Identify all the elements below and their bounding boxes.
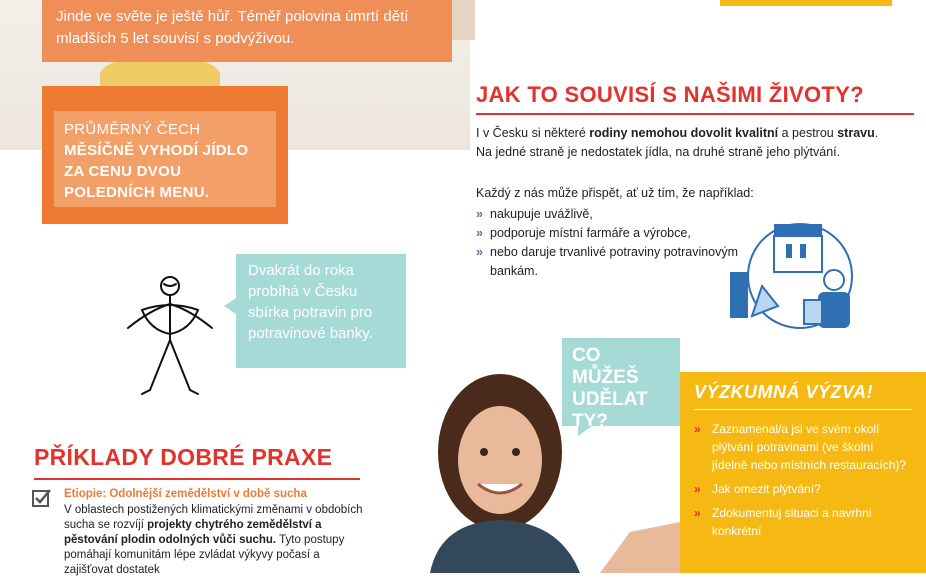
market-illustration-icon	[722, 216, 862, 354]
top-banner-text: Jinde ve světe je ještě hůř. Téměř polovina úmrtí dětí mladších 5 let souvisí s podvýživou.	[56, 8, 409, 47]
cech-line2: MĚSÍČNĚ VYHODÍ JÍDLO ZA CENU DVOU POLEDNÍCH MENU.	[64, 142, 249, 201]
p1-text-e: . Na jedné straně je nedostatek jídla, na druhé straně jeho plýtvání.	[476, 126, 879, 159]
ex-text-b: projekty chytrého zemědělství a pěstování plodin odolných vůči suchu.	[64, 519, 322, 546]
teal-info-box	[236, 254, 406, 368]
list-item: » Zdokumentuj situaci a navrhni konkrétní	[694, 504, 912, 540]
cech-line1: PRŮMĚRNÝ ČECH	[64, 121, 201, 138]
paragraph-2: Každý z nás může přispět, ať už tím, že například:	[476, 186, 754, 200]
p1-text-d: stravu	[837, 126, 875, 140]
help-list	[476, 205, 756, 281]
girl-photo	[410, 372, 680, 573]
yellow-strip	[720, 0, 892, 6]
ex-text-a: V oblastech postižených klimatickými změnami v obdobích sucha se rozvíjí	[64, 504, 363, 531]
co-muzes-text: CO MŮŽEŠ UDĚLAT TY?	[572, 345, 648, 432]
p1-text-c: a pestrou	[778, 126, 838, 140]
heading-underline	[34, 478, 360, 480]
list-item: » nebo daruje trvanlivé potraviny potravinovým bankám.	[476, 243, 756, 281]
list-item: » Zaznamenal/a jsi ve svém okolí plýtvání potravinami (ve školní jídelně nebo místních restauracích)?	[694, 420, 912, 474]
example-text	[64, 503, 364, 578]
top-banner	[42, 0, 452, 62]
cech-box-inner	[54, 111, 276, 207]
section-heading-prikl: PŘÍKLADY DOBRÉ PRAXE	[34, 444, 333, 470]
ex-text-c: Tyto postupy pomáhají komunitám lépe zvládat výkyvy počasí a zajišťovat dostatek	[64, 534, 345, 576]
paragraph-1	[476, 124, 896, 162]
heading-underline	[476, 113, 914, 115]
cech-box	[42, 86, 288, 224]
vyzkum-title: VÝZKUMNÁ VÝZVA!	[694, 382, 912, 410]
stick-figure-icon	[120, 270, 220, 400]
vyzkum-box	[680, 372, 926, 573]
vyzkum-list	[694, 420, 912, 540]
teal-box-text: Dvakrát do roka probíhá v Česku sbírka potravin pro potravinové banky.	[248, 262, 373, 342]
list-item: » nakupuje uvážlivě,	[476, 205, 756, 224]
list-item: » Jak omezit plýtvání?	[694, 480, 912, 498]
p1-text-a: I v Česku si některé	[476, 126, 590, 140]
list-item: » podporuje místní farmáře a výrobce,	[476, 224, 756, 243]
section-heading-jak: JAK TO SOUVISÍ S NAŠIMI ŽIVOTY?	[476, 82, 864, 107]
example-title: Etiopie: Odolnější zemědělství v době sucha	[64, 488, 307, 500]
checkbox-icon	[32, 488, 52, 508]
p1-text-b: rodiny nemohou dovolit kvalitní	[589, 126, 779, 140]
